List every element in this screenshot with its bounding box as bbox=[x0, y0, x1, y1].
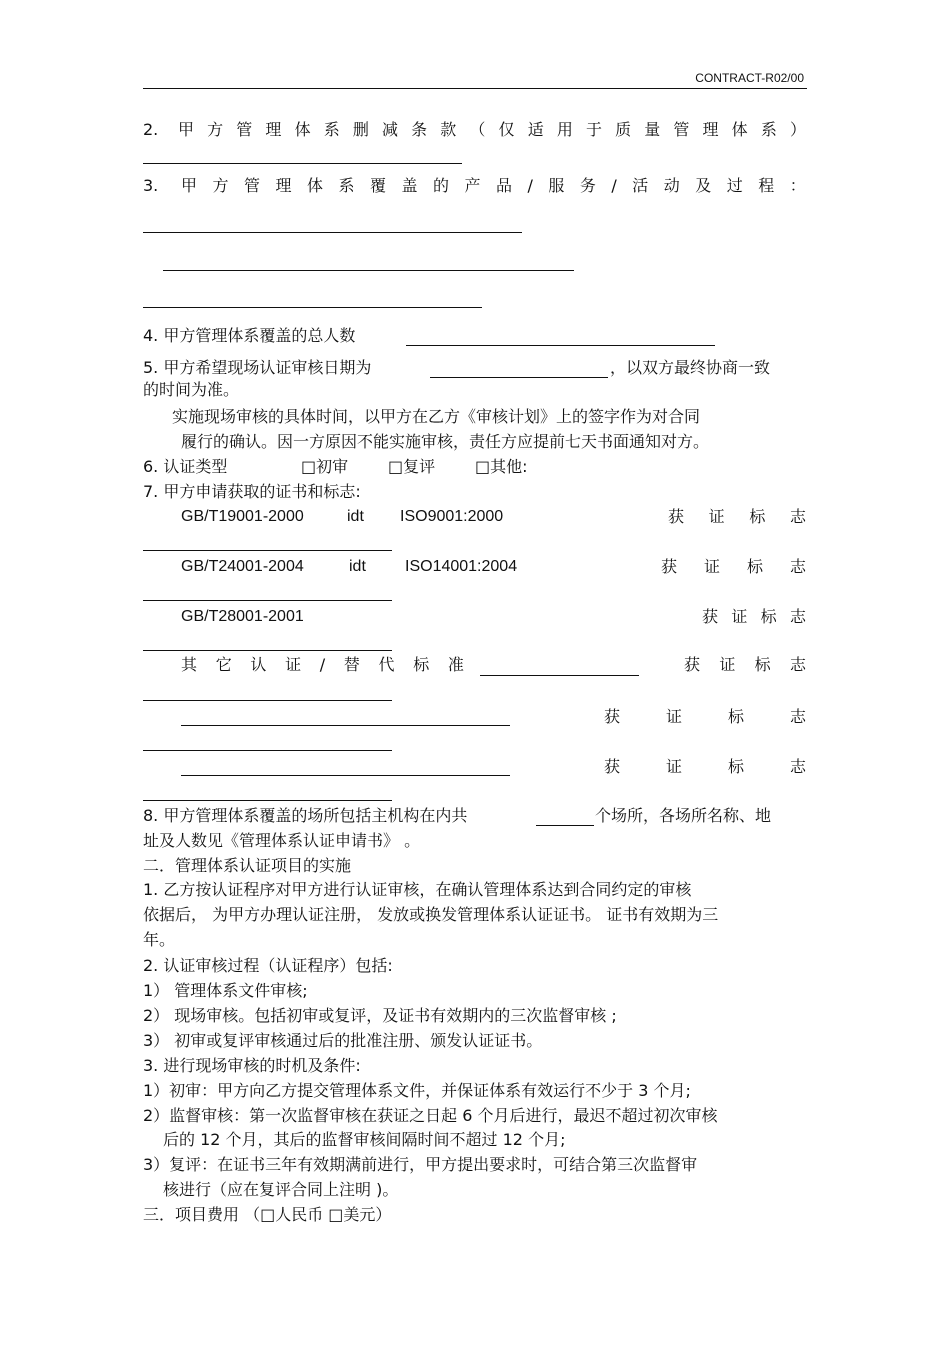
item8-line1b: 个场所，各场所名称、地 bbox=[595, 806, 772, 825]
item8-line2: 址及人数见《管理体系认证申请书》 。 bbox=[143, 831, 421, 850]
item3-blank-2[interactable] bbox=[163, 270, 574, 271]
section2-title: 二．管理体系认证项目的实施 bbox=[143, 856, 352, 875]
doc-code: CONTRACT-R02/00 bbox=[695, 71, 804, 85]
item5-tail: ，以双方最终协商一致 bbox=[610, 358, 771, 377]
s2-p3-s1: 1）初审：甲方向乙方提交管理体系文件，并保证体系有效运行不少于 3 个月; bbox=[143, 1081, 691, 1100]
s2-p2-s1: 1） 管理体系文件审核; bbox=[143, 981, 308, 1000]
std1-blank[interactable] bbox=[143, 550, 392, 551]
checkbox-other[interactable]: □其他: bbox=[475, 457, 528, 476]
other-standard-blank[interactable] bbox=[480, 675, 639, 676]
item6-label: 6. 认证类型 bbox=[143, 457, 228, 476]
extra1-standard-blank[interactable] bbox=[181, 725, 510, 726]
std3-blank[interactable] bbox=[143, 650, 392, 651]
s2-p2-s3: 3） 初审或复评审核通过后的批准注册、颁发认证证书。 bbox=[143, 1031, 543, 1050]
item8-line1a: 8. 甲方管理体系覆盖的场所包括主机构在内共 bbox=[143, 806, 468, 825]
std3-mark: 获 证 标 志 bbox=[702, 607, 806, 626]
extra1-blank[interactable] bbox=[143, 750, 392, 751]
item3-num: 3. bbox=[143, 176, 159, 195]
other-blank[interactable] bbox=[143, 700, 392, 701]
note-line2: 履行的确认。因一方原因不能实施审核，责任方应提前七天书面通知对方。 bbox=[181, 432, 710, 451]
other-mark: 获 证 标 志 bbox=[684, 655, 806, 674]
std2-gb: GB/T24001-2004 bbox=[181, 558, 304, 575]
item3-text: 甲 方 管 理 体 系 覆 盖 的 产 品 / 服 务 / 活 动 及 过 程 ： bbox=[181, 176, 806, 195]
item4-blank[interactable] bbox=[406, 345, 715, 346]
s2-p2-s2: 2） 现场审核。包括初审或复评，及证书有效期内的三次监督审核 ; bbox=[143, 1006, 617, 1025]
std2-idt: idt bbox=[349, 558, 366, 575]
item3-blank-3[interactable] bbox=[143, 307, 482, 308]
item2-blank[interactable] bbox=[143, 163, 462, 164]
s2-p1-line2: 依据后， 为甲方办理认证注册， 发放或换发管理体系认证证书。 证书有效期为三 bbox=[143, 905, 719, 924]
std1-gb: GB/T19001-2000 bbox=[181, 508, 304, 525]
std1-mark: 获 证 标 志 bbox=[668, 507, 806, 526]
extra2-standard-blank[interactable] bbox=[181, 775, 510, 776]
extra1-mark: 获 证 标 志 bbox=[604, 707, 806, 726]
item8-count-blank[interactable] bbox=[536, 825, 594, 826]
other-standard-label: 其 它 认 证 / 替 代 标 准 bbox=[181, 655, 464, 674]
s2-p1-line1: 1. 乙方按认证程序对甲方进行认证审核，在确认管理体系达到合同约定的审核 bbox=[143, 880, 692, 899]
std3-gb: GB/T28001-2001 bbox=[181, 608, 304, 625]
s2-p1-line3: 年。 bbox=[143, 930, 176, 949]
item2-num: 2. bbox=[143, 120, 159, 139]
note-line1: 实施现场审核的具体时间，以甲方在乙方《审核计划》上的签字作为对合同 bbox=[172, 407, 701, 426]
std2-blank[interactable] bbox=[143, 600, 392, 601]
s2-p3-s3b: 核进行（应在复评合同上注明 )。 bbox=[163, 1180, 399, 1199]
s2-p2-title: 2. 认证审核过程（认证程序）包括: bbox=[143, 956, 393, 975]
extra2-mark: 获 证 标 志 bbox=[604, 757, 806, 776]
s2-p3-s2a: 2）监督审核：第一次监督审核在获证之日起 6 个月后进行，最迟不超过初次审核 bbox=[143, 1106, 718, 1125]
item5-date-blank[interactable] bbox=[430, 377, 608, 378]
std1-idt: idt bbox=[347, 508, 364, 525]
item3-blank-1[interactable] bbox=[143, 232, 522, 233]
std1-iso: ISO9001:2000 bbox=[400, 508, 504, 525]
std2-iso: ISO14001:2004 bbox=[405, 558, 518, 575]
item7-label: 7. 甲方申请获取的证书和标志: bbox=[143, 482, 361, 501]
s2-p3-s2b: 后的 12 个月，其后的监督审核间隔时间不超过 12 个月; bbox=[163, 1130, 566, 1149]
checkbox-recert[interactable]: □复评 bbox=[388, 457, 436, 476]
section3-title: 三．项目费用 （□人民币 □美元） bbox=[143, 1205, 392, 1224]
header-rule bbox=[143, 88, 807, 89]
s2-p3-title: 3. 进行现场审核的时机及条件: bbox=[143, 1056, 361, 1075]
std2-mark: 获 证 标 志 bbox=[661, 557, 806, 576]
item2-text: 甲 方 管 理 体 系 删 减 条 款 （ 仅 适 用 于 质 量 管 理 体 系 ） bbox=[178, 120, 806, 139]
s2-p3-s3a: 3）复评：在证书三年有效期满前进行，甲方提出要求时，可结合第三次监督审 bbox=[143, 1155, 698, 1174]
item5-line2: 的时间为准。 bbox=[143, 380, 240, 399]
extra2-blank[interactable] bbox=[143, 800, 392, 801]
item5-label: 5. 甲方希望现场认证审核日期为 bbox=[143, 358, 372, 377]
item4-label: 4. 甲方管理体系覆盖的总人数 bbox=[143, 326, 356, 345]
checkbox-initial[interactable]: □初审 bbox=[301, 457, 349, 476]
